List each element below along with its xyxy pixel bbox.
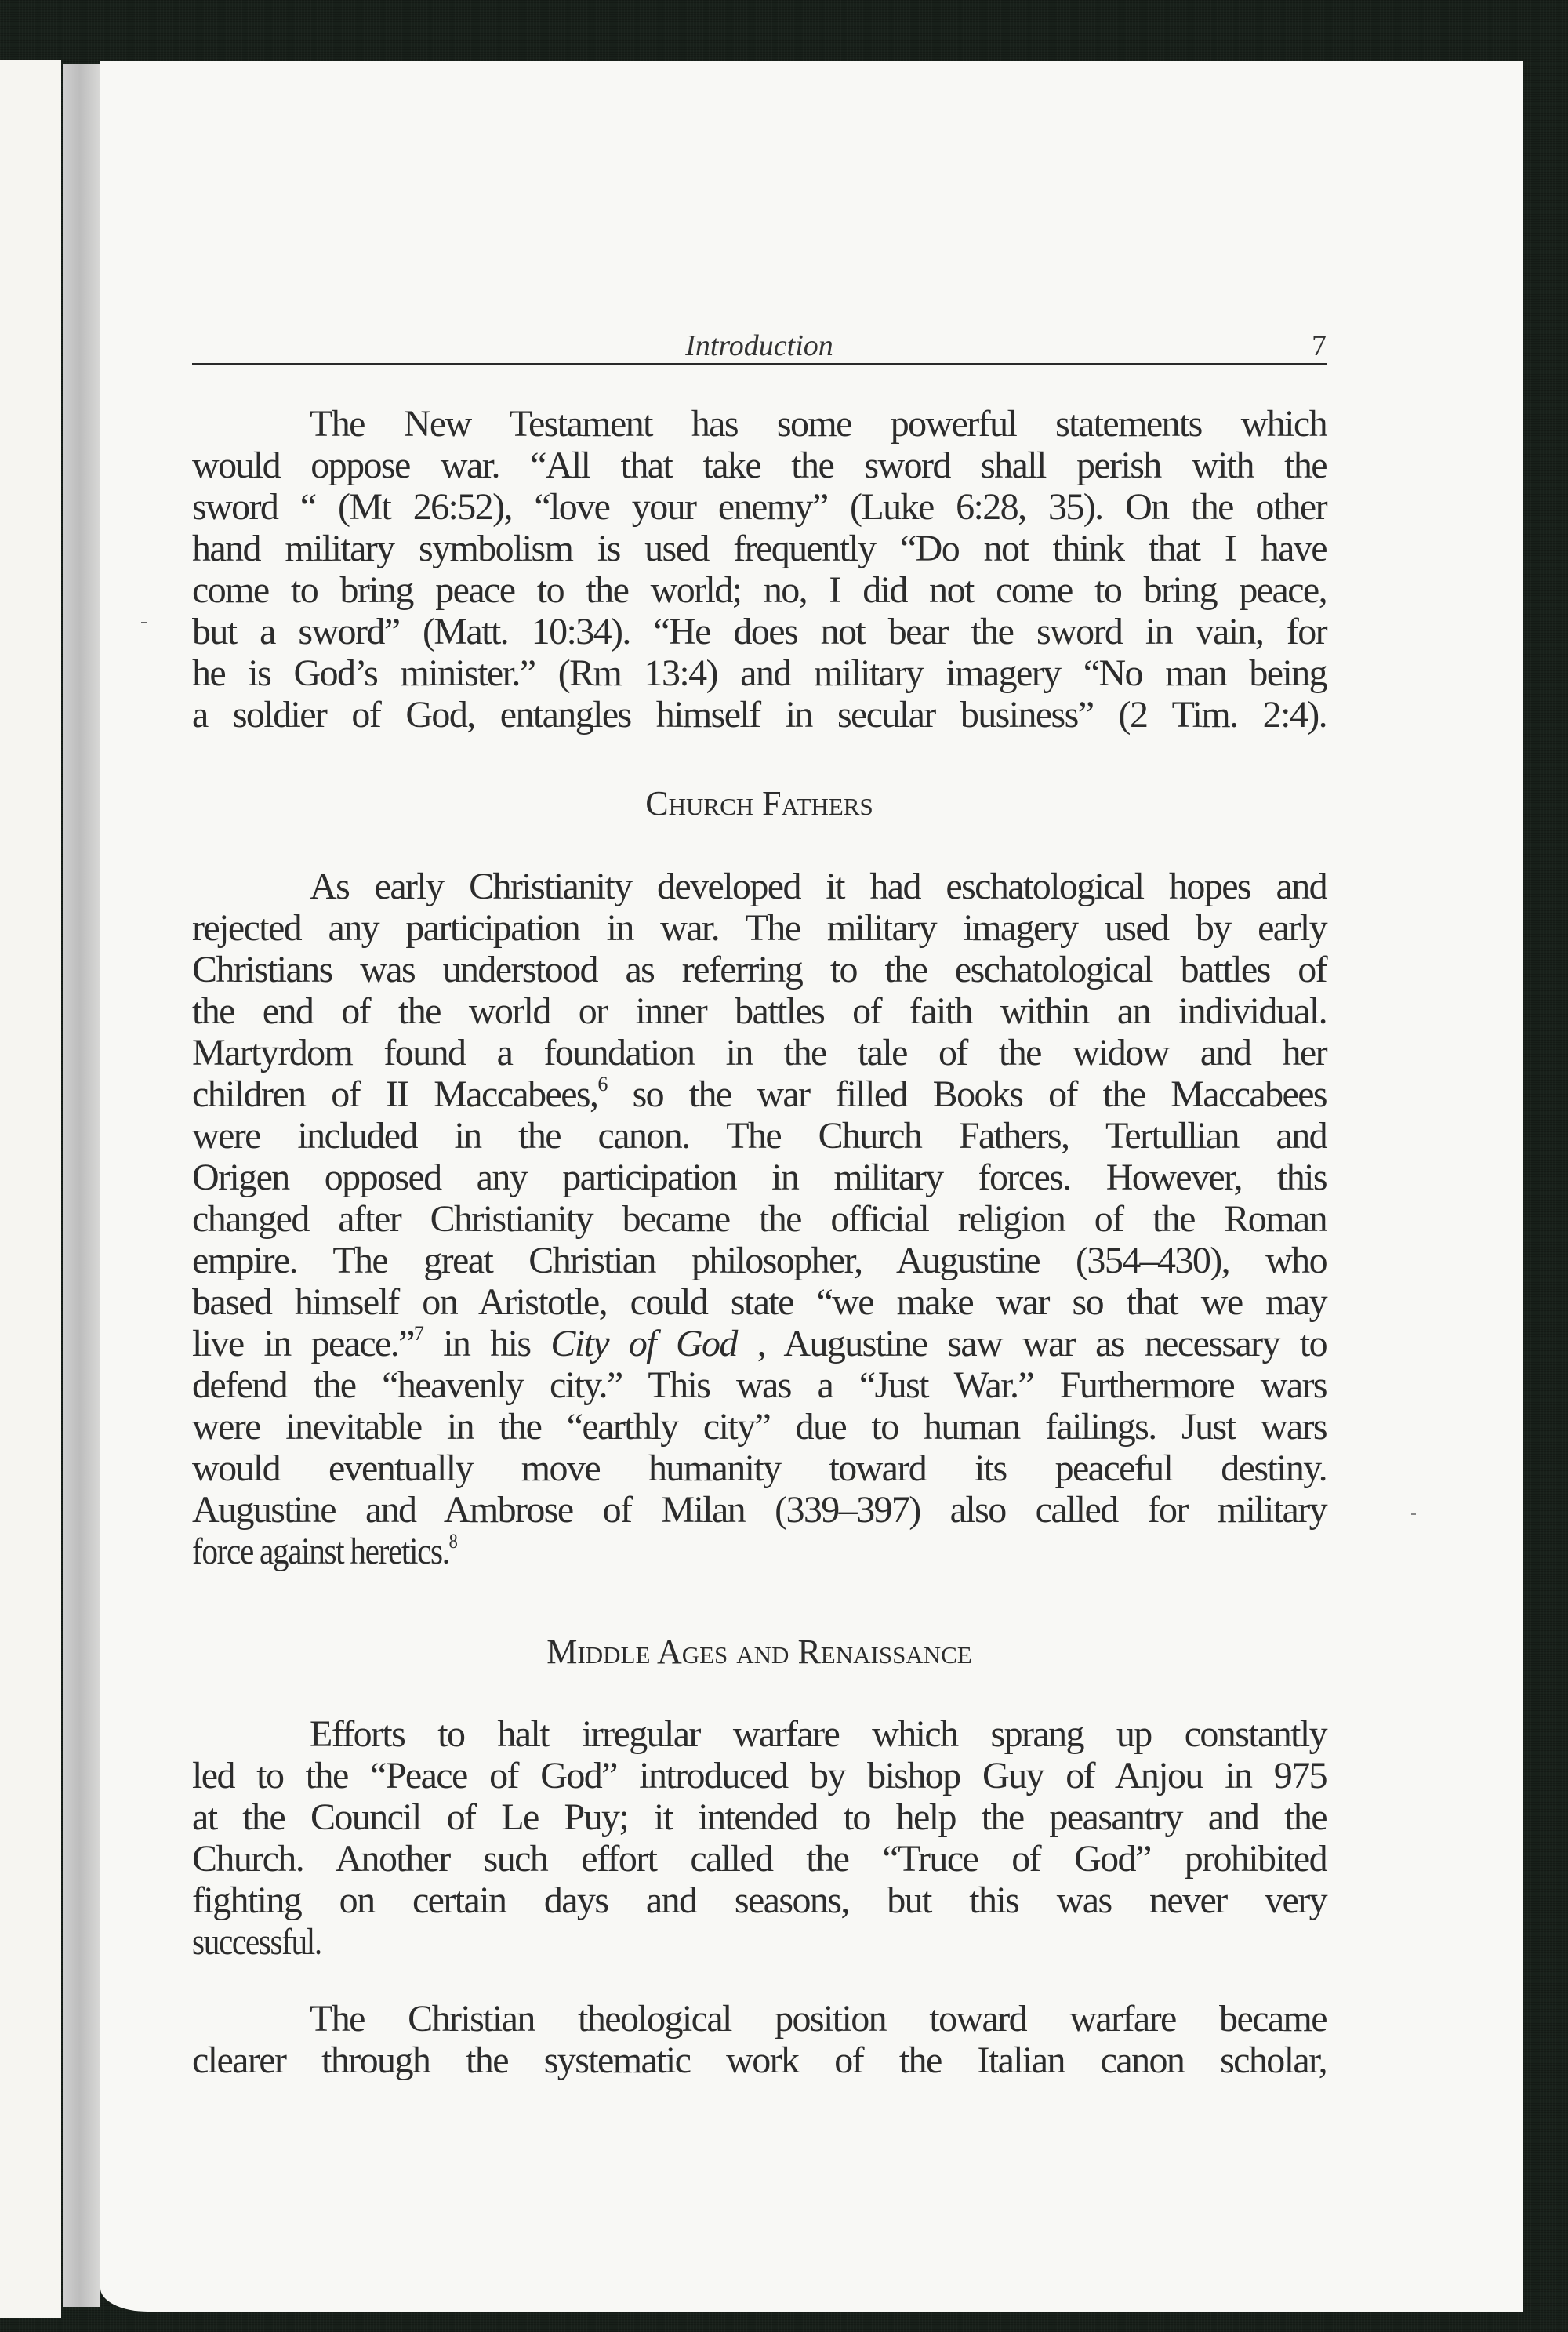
paragraph-theological-position [192,1998,1327,2081]
text-line: empire. The great Christian philosopher, Augustine (354–430), who [192,1240,1327,1281]
text-line: The New Testament has some powerful statements which [310,403,1327,445]
text-line: rejected any participation in war. The military imagery used by early [192,907,1327,949]
margin-mark [141,622,147,623]
paragraph-new-testament [192,403,1327,736]
footnote-marker[interactable]: 6 [597,1073,607,1095]
text-line: defend the “heavenly city.” This was a “Just War.” Furthermore wars [192,1364,1327,1406]
page-gutter-shadow [63,64,100,2307]
section-heading: Church Fathers [645,784,873,823]
text-line: he is God’s minister.” (Rm 13:4) and military imagery “No man being [192,652,1327,694]
text-line: were inevitable in the “earthly city” due to human failings. Just wars [192,1406,1327,1448]
book-title-italic: City of God [550,1323,737,1364]
margin-mark [1411,1513,1416,1515]
text-line: based himself on Aristotle, could state “we make war so that we may [192,1281,1327,1323]
text-line: led to the “Peace of God” introduced by bishop Guy of Anjou in 975 [192,1755,1327,1796]
text-line: but a sword” (Matt. 10:34). “He does not bear the sword in vain, for [192,611,1327,652]
section-church-fathers [192,783,1327,824]
paragraph-peace-of-god [192,1713,1327,1963]
text-line: clearer through the systematic work of the Italian canon scholar, [192,2040,1327,2081]
text-line: at the Council of Le Puy; it intended to help the peasantry and the [192,1796,1327,1838]
text-line: Efforts to halt irregular warfare which sprang up constantly [310,1713,1327,1755]
running-head-title: Introduction [685,329,833,362]
text-line: As early Christianity developed it had eschatological hopes and [310,866,1327,907]
text-line: force against heretics.$^8$ [192,1530,457,1572]
previous-page-edge [0,60,61,2318]
section-middle-ages [192,1631,1327,1673]
running-head [192,324,1327,365]
text-line: successful. [192,1921,321,1963]
text-line: were included in the canon. The Church Fathers, Tertullian and [192,1115,1327,1157]
text-line: The Christian theological position toward warfare became [310,1998,1327,2040]
text-line: sword “ (Mt 26:52), “love your enemy” (Luke 6:28, 35). On the other [192,486,1327,528]
text-line: the end of the world or inner battles of faith within an individual. [192,990,1327,1032]
text-line: Church. Another such effort called the “Truce of God” prohibited [192,1838,1327,1880]
text-line: children of II Maccabees,$^6$ so the war filled Books of the Maccabees [192,1073,1327,1115]
text-line: would oppose war. “All that take the sword shall perish with the [192,445,1327,486]
footnote-marker[interactable]: 7 [413,1322,423,1345]
text-line: changed after Christianity became the official religion of the Roman [192,1198,1327,1240]
text-line: Christians was understood as referring to the eschatological battles of [192,949,1327,990]
footnote-marker[interactable]: 8 [448,1530,457,1553]
text-line: hand military symbolism is used frequently “Do not think that I have [192,528,1327,569]
page-number: 7 [1312,329,1327,362]
section-heading: Middle Ages and Renaissance [546,1633,972,1671]
text-line: fighting on certain days and seasons, but this was never very [192,1880,1327,1921]
text-line: a soldier of God, entangles himself in secular business” (2 Tim. 2:4). [192,694,1327,736]
text-line: come to bring peace to the world; no, I did not come to bring peace, [192,569,1327,611]
text-line: would eventually move humanity toward its peaceful destiny. [192,1448,1327,1489]
text-line: Augustine and Ambrose of Milan (339–397) also called for military [192,1489,1327,1531]
text-line: Origen opposed any participation in military forces. However, this [192,1157,1327,1198]
text-line: Martyrdom found a foundation in the tale of the widow and her [192,1032,1327,1073]
paragraph-church-fathers [192,866,1327,1572]
text-line-with-italic-title: live in peace.”$^7$ in his City of God , Augustine saw war as necessary to [192,1322,1327,1364]
